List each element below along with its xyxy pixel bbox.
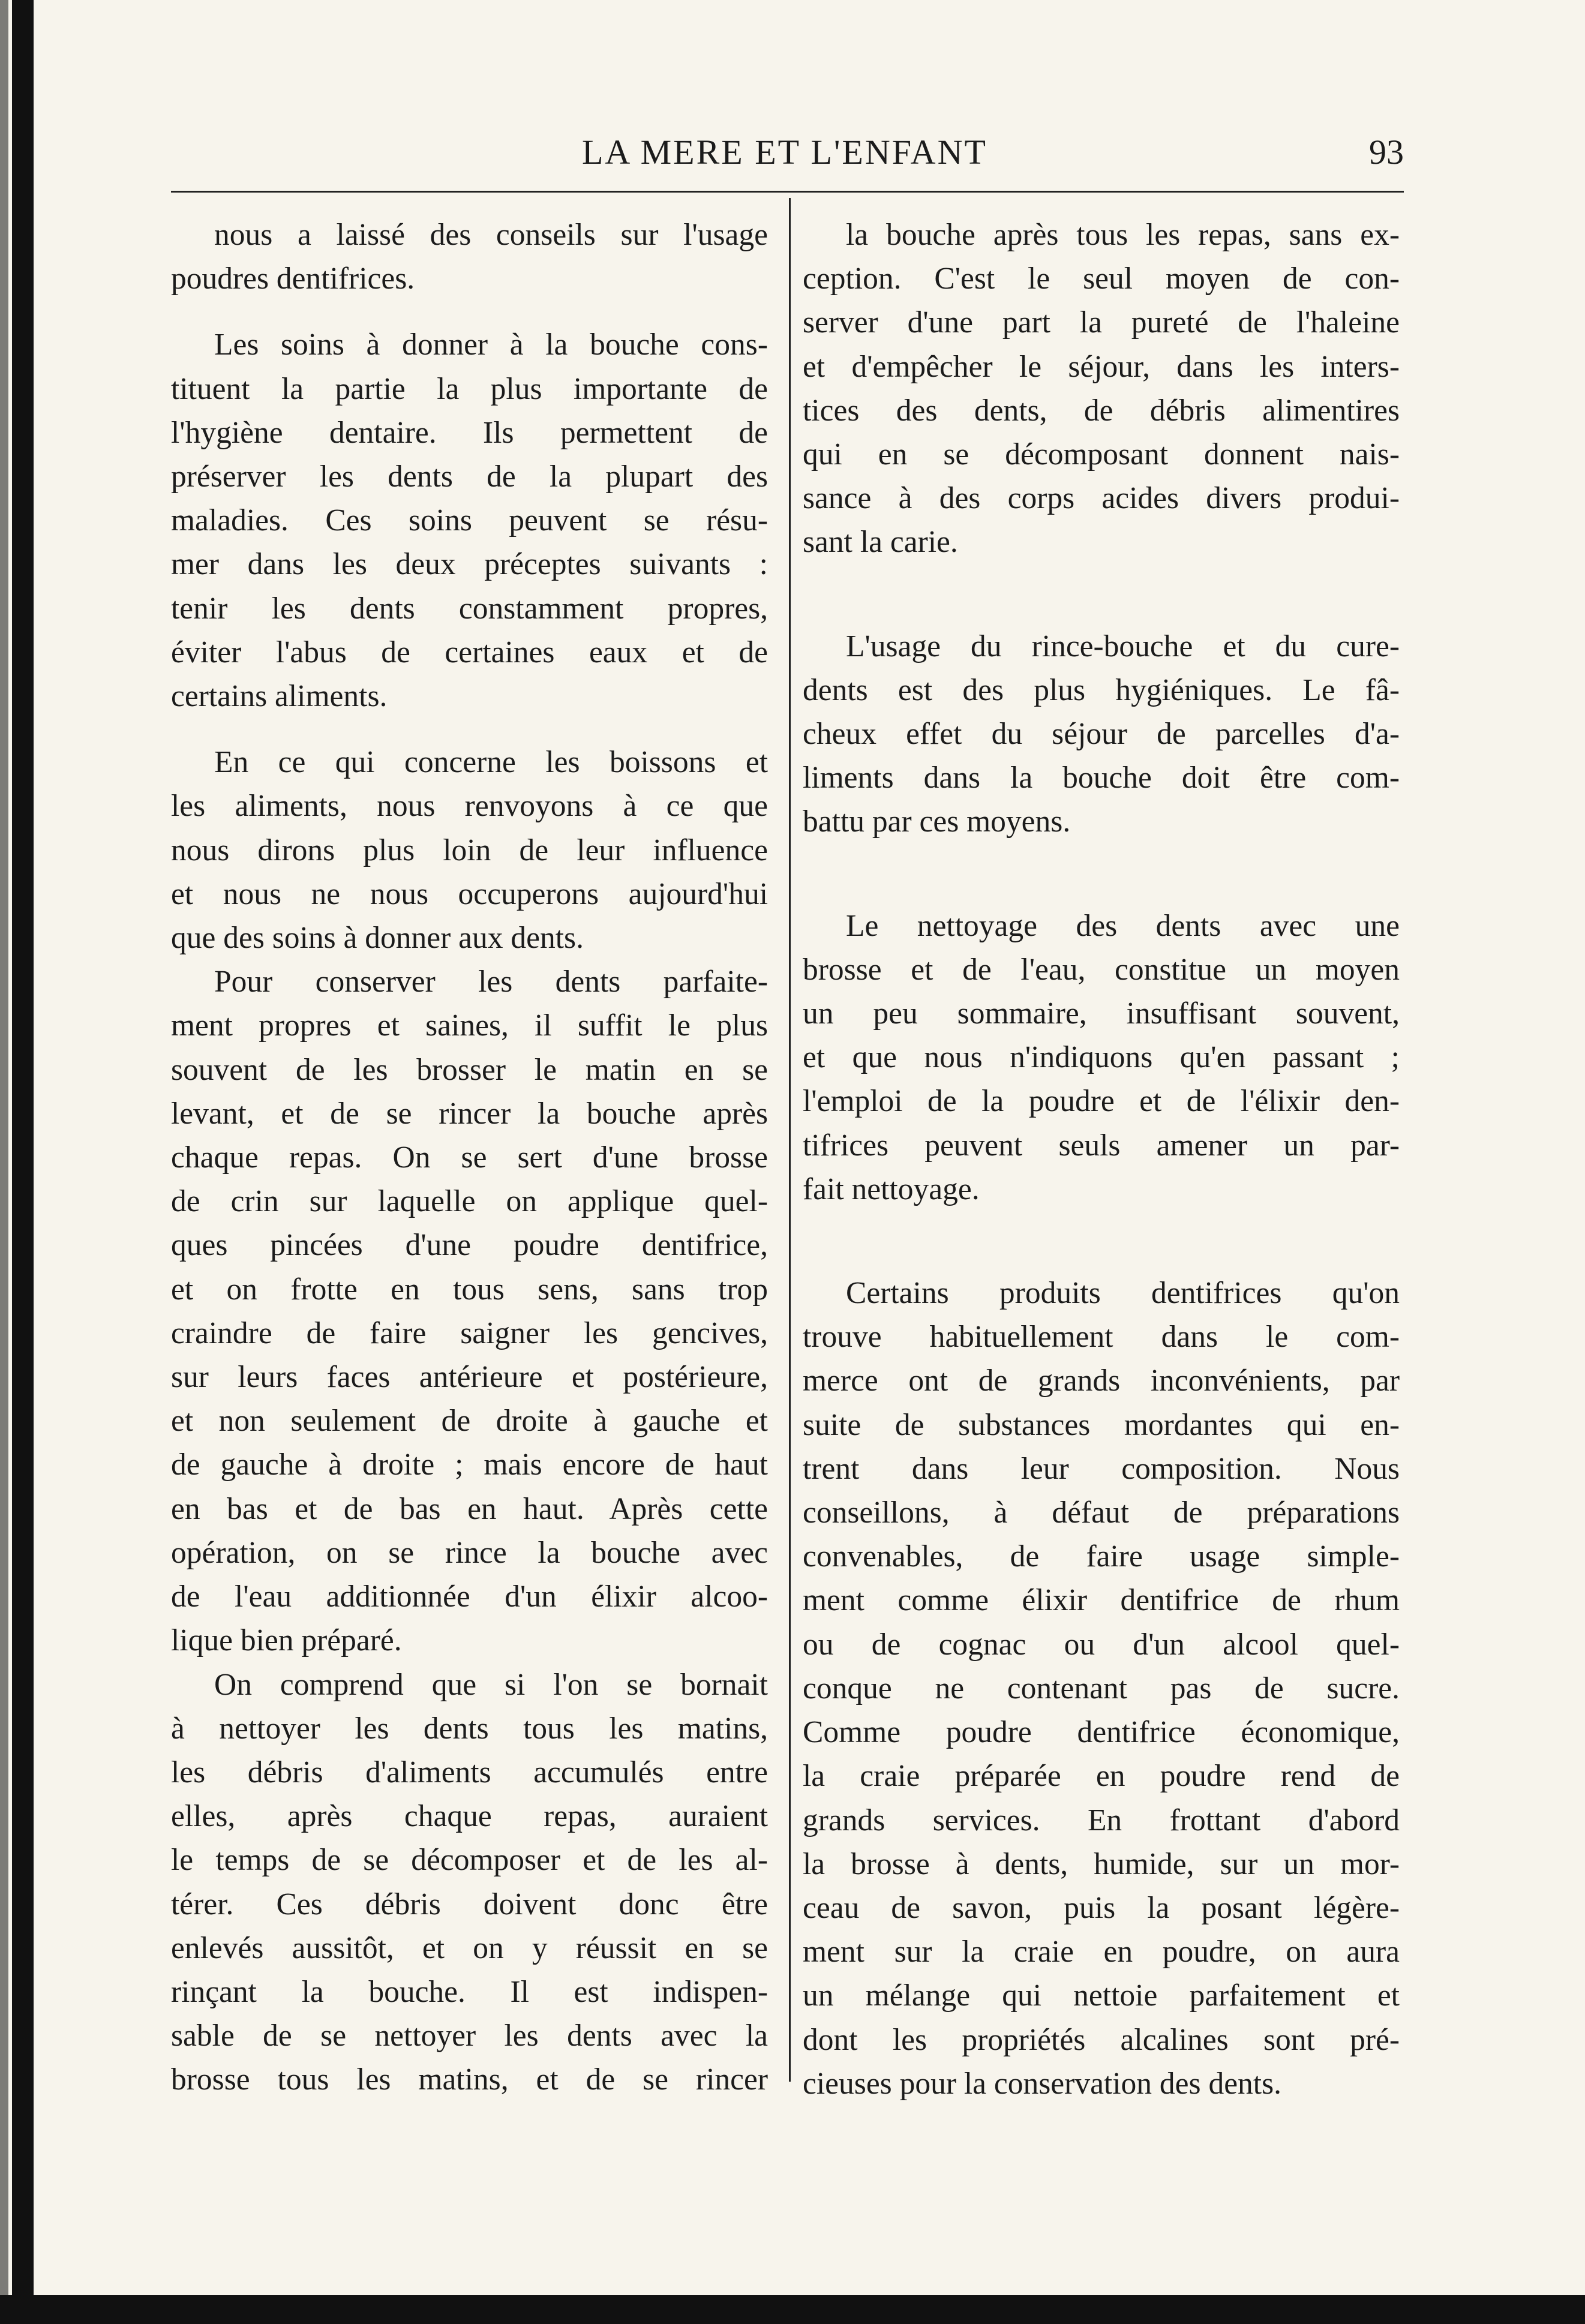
paragraph <box>171 1663 768 2102</box>
text-line: ment sur la craie en poudre, on aura <box>803 1935 1400 1969</box>
paragraph <box>803 213 1400 565</box>
text-line: éviter l'abus de certaines eaux et de <box>171 635 768 669</box>
text-line: poudres dentifrices. <box>171 262 415 296</box>
text-line: certains aliments. <box>171 679 388 714</box>
text-line: elles, après chaque repas, auraient <box>171 1799 768 1834</box>
text-line: chaque repas. On se sert d'une brosse <box>171 1140 768 1175</box>
text-line: nous dirons plus loin de leur influence <box>171 833 768 867</box>
text-line: tices des dents, de débris alimentires <box>803 393 1400 428</box>
text-line: enlevés aussitôt, et on y réussit en se <box>171 1930 768 1965</box>
text-line: préserver les dents de la plupart des <box>171 460 768 494</box>
text-line: sable de se nettoyer les dents avec la <box>171 2019 768 2053</box>
text-line: sant la carie. <box>803 525 958 560</box>
text-line: les débris d'aliments accumulés entre <box>171 1755 768 1789</box>
text-line: grands services. En frottant d'abord <box>803 1803 1400 1837</box>
text-line: de gauche à droite ; mais encore de haut <box>171 1448 768 1482</box>
column-divider <box>789 198 791 2082</box>
text-line: que des soins à donner aux dents. <box>171 921 584 956</box>
text-line: souvent de les brosser le matin en se <box>171 1052 768 1087</box>
text-line: ques pincées d'une poudre dentifrice, <box>171 1228 768 1263</box>
paragraph <box>803 624 1400 844</box>
text-line: et que nous n'indiquons qu'en passant ; <box>803 1040 1400 1075</box>
text-line: rinçant la bouche. Il est indispen- <box>171 1974 768 2009</box>
text-line: la craie préparée en poudre rend de <box>803 1759 1400 1794</box>
text-line: et on frotte en tous sens, sans trop <box>171 1272 768 1307</box>
text-line: tifrices peuvent seuls amener un par- <box>803 1128 1400 1163</box>
text-line: convenables, de faire usage simple- <box>803 1539 1400 1574</box>
text-line: battu par ces moyens. <box>803 804 1071 839</box>
text-line: en bas et de bas en haut. Après cette <box>171 1491 768 1526</box>
text-line: Le nettoyage des dents avec une <box>846 908 1400 943</box>
text-line: qui en se décomposant donnent nais- <box>803 437 1400 472</box>
text-line: à nettoyer les dents tous les matins, <box>171 1711 768 1746</box>
text-line: brosse et de l'eau, constitue un moyen <box>803 952 1400 987</box>
text-line: tituent la partie la plus importante de <box>171 371 768 406</box>
paragraph <box>171 740 768 960</box>
text-line: ment propres et saines, il suffit le plus <box>171 1008 768 1043</box>
text-line: cheux effet du séjour de parcelles d'a- <box>803 717 1400 752</box>
text-line: ception. C'est le seul moyen de con- <box>803 262 1400 296</box>
text-line: maladies. Ces soins peuvent se résu- <box>171 503 768 538</box>
text-line: mer dans les deux préceptes suivants : <box>171 547 768 582</box>
text-line: cieuses pour la conservation des dents. <box>803 2066 1282 2101</box>
text-line: En ce qui concerne les boissons et <box>214 745 768 780</box>
text-line: et non seulement de droite à gauche et <box>171 1404 768 1439</box>
text-line: ou de cognac ou d'un alcool quel- <box>803 1627 1400 1662</box>
text-line: de crin sur laquelle on applique quel- <box>171 1184 768 1219</box>
text-line: dont les propriétés alcalines sont pré- <box>803 2022 1400 2057</box>
text-line: et d'empêcher le séjour, dans les inters- <box>803 349 1400 384</box>
text-line: la brosse à dents, humide, sur un mor- <box>803 1846 1400 1881</box>
text-line: un peu sommaire, insuffisant souvent, <box>803 996 1400 1031</box>
header-rule <box>171 191 1404 193</box>
right-column <box>803 213 1400 2106</box>
text-line: conque ne contenant pas de sucre. <box>803 1671 1400 1706</box>
text-line: Les soins à donner à la bouche cons- <box>214 328 768 362</box>
text-line: sance à des corps acides divers produi- <box>803 481 1400 516</box>
text-line: merce ont de grands inconvénients, par <box>803 1364 1400 1398</box>
text-line: suite de substances mordantes qui en- <box>803 1407 1400 1442</box>
text-line: la bouche après tous les repas, sans ex- <box>846 218 1400 252</box>
text-line: ment comme élixir dentifrice de rhum <box>803 1583 1400 1618</box>
text-line: brosse tous les matins, et de se rincer <box>171 2062 768 2097</box>
text-line: les aliments, nous renvoyons à ce que <box>171 789 768 824</box>
text-line: trent dans leur composition. Nous <box>803 1451 1400 1486</box>
text-line: L'usage du rince-bouche et du cure- <box>846 629 1400 663</box>
page-header <box>168 132 1404 186</box>
text-line: et nous ne nous occuperons aujourd'hui <box>171 876 768 911</box>
paragraph <box>803 904 1400 1211</box>
paragraph <box>171 960 768 1662</box>
text-line: sur leurs faces antérieure et postérieure, <box>171 1360 768 1395</box>
scan-edge-shadow <box>0 0 8 2324</box>
text-line: levant, et de se rincer la bouche après <box>171 1096 768 1131</box>
text-line: On comprend que si l'on se bornait <box>214 1667 768 1702</box>
text-line: liments dans la bouche doit être com- <box>803 761 1400 795</box>
text-line: Pour conserver les dents parfaite- <box>214 965 768 999</box>
text-line: nous a laissé des conseils sur l'usage <box>214 218 768 252</box>
text-line: server d'une part la pureté de l'haleine <box>803 305 1400 340</box>
paragraph <box>171 213 768 301</box>
text-line: opération, on se rince la bouche avec <box>171 1535 768 1570</box>
text-line: tenir les dents constamment propres, <box>171 591 768 626</box>
scan-binding-edge <box>12 0 34 2324</box>
left-column <box>171 213 768 2102</box>
text-line: trouve habituellement dans le com- <box>803 1320 1400 1355</box>
text-line: térer. Ces débris doivent donc être <box>171 1887 768 1921</box>
text-line: lique bien préparé. <box>171 1623 402 1658</box>
text-line: dents est des plus hygiéniques. Le fâ- <box>803 672 1400 707</box>
scan-bottom-edge <box>0 2295 1585 2324</box>
text-line: conseillons, à défaut de préparations <box>803 1496 1400 1530</box>
text-line: Comme poudre dentifrice économique, <box>803 1715 1400 1750</box>
text-line: craindre de faire saigner les gencives, <box>171 1316 768 1350</box>
page-number: 93 <box>1369 133 1404 172</box>
text-line: l'hygiène dentaire. Ils permettent de <box>171 415 768 450</box>
text-line: un mélange qui nettoie parfaitement et <box>803 1978 1400 2013</box>
paragraph <box>803 1271 1400 2106</box>
text-line: de l'eau additionnée d'un élixir alcoo- <box>171 1580 768 1614</box>
text-line: l'emploi de la poudre et de l'élixir den- <box>803 1084 1400 1119</box>
paragraph <box>171 323 768 718</box>
text-line: ceau de savon, puis la posant légère- <box>803 1890 1400 1925</box>
text-line: fait nettoyage. <box>803 1172 980 1206</box>
text-line: Certains produits dentifrices qu'on <box>846 1276 1400 1311</box>
text-line: le temps de se décomposer et de les al- <box>171 1843 768 1878</box>
running-title: LA MERE ET L'ENFANT <box>582 133 987 172</box>
